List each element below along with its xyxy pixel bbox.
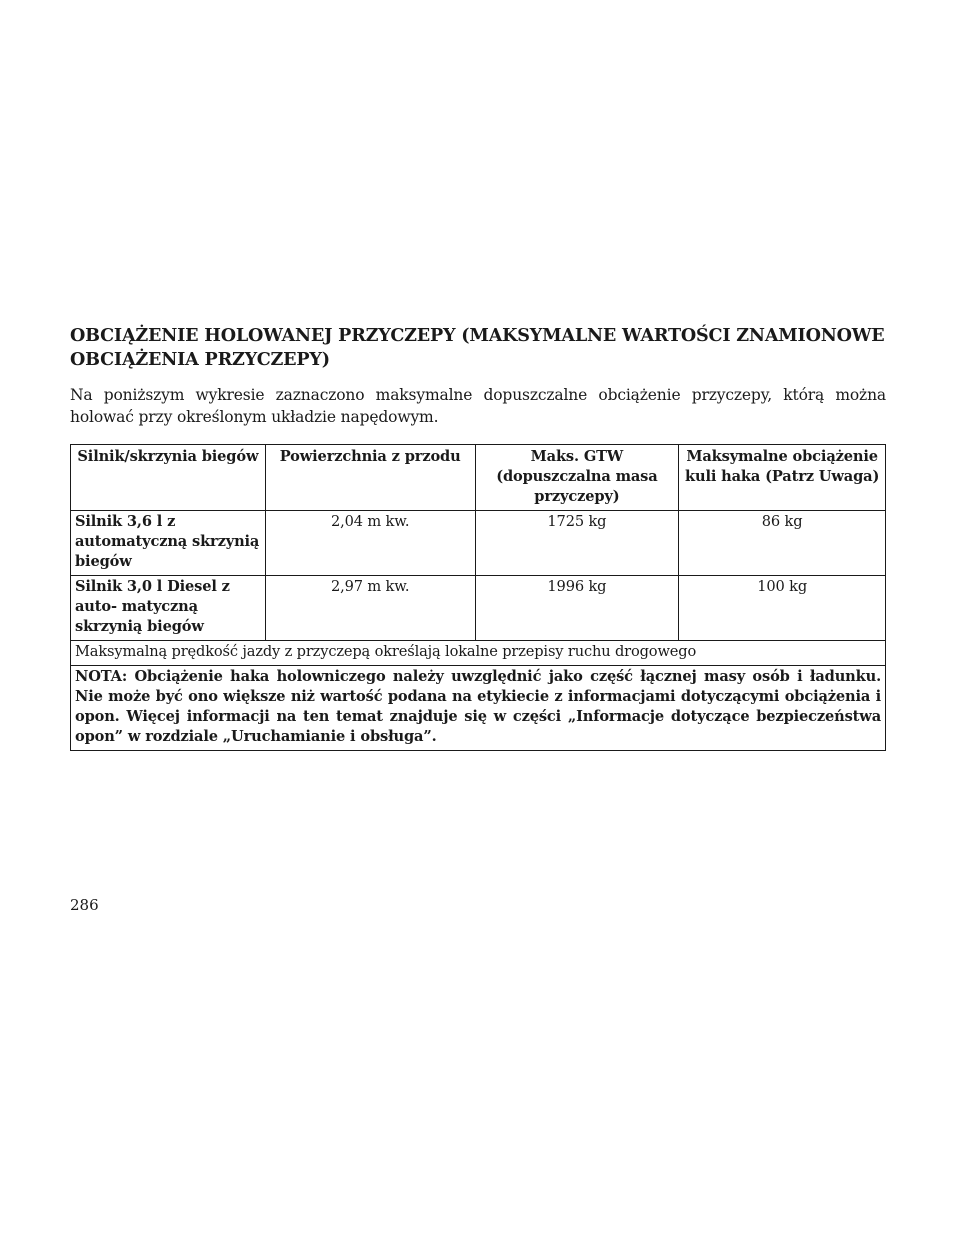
section-title: OBCIĄŻENIE HOLOWANEJ PRZYCZEPY (MAKSYMALNE WARTOŚCI ZNAMIONOWE OBCIĄŻENIA PRZYCZEPY) (70, 325, 885, 370)
page-number: 286 (70, 896, 99, 914)
table-row (71, 511, 886, 576)
cell-max-gtw: 1996 kg (475, 576, 679, 641)
cell-engine: Silnik 3,0 l Diesel z auto- matyczną skrzynią biegów (71, 576, 266, 641)
header-max-tongue-load: Maksymalne obciążenie kuli haka (Patrz Uwaga) (679, 445, 886, 511)
trailer-load-table (70, 444, 886, 751)
cell-frontal-area: 2,97 m kw. (265, 576, 475, 641)
header-frontal-area: Powierzchnia z przodu (265, 445, 475, 511)
document-page (70, 324, 886, 751)
cell-max-tongue-load: 100 kg (679, 576, 886, 641)
nota-row (71, 666, 886, 751)
nota-text: NOTA: Obciążenie haka holowniczego należy uwzględnić jako część łącznej masy osób i ładunku. Nie może być ono większe niż wartość podana na etykiecie z informacjami dotyczącymi obciążenia i opon. Więcej informacji na ten temat znajduje się w części „Informacje dotyczące bezpieczeństwa opon” w rozdziale „Uruchamianie i obsługa”. (71, 666, 886, 751)
speed-note: Maksymalną prędkość jazdy z przyczepą określają lokalne przepisy ruchu drogowego (71, 641, 886, 666)
speed-note-row (71, 641, 886, 666)
intro-paragraph: Na poniższym wykresie zaznaczono maksymalne dopuszczalne obciążenie przyczepy, którą można holować przy określonym układzie napędowym. (70, 386, 886, 426)
cell-frontal-area: 2,04 m kw. (265, 511, 475, 576)
table-header-row (71, 445, 886, 511)
header-max-gtw: Maks. GTW (dopuszczalna masa przyczepy) (475, 445, 679, 511)
header-engine: Silnik/skrzynia biegów (71, 445, 266, 511)
cell-max-tongue-load: 86 kg (679, 511, 886, 576)
cell-max-gtw: 1725 kg (475, 511, 679, 576)
cell-engine: Silnik 3,6 l z automatyczną skrzynią biegów (71, 511, 266, 576)
table-row (71, 576, 886, 641)
